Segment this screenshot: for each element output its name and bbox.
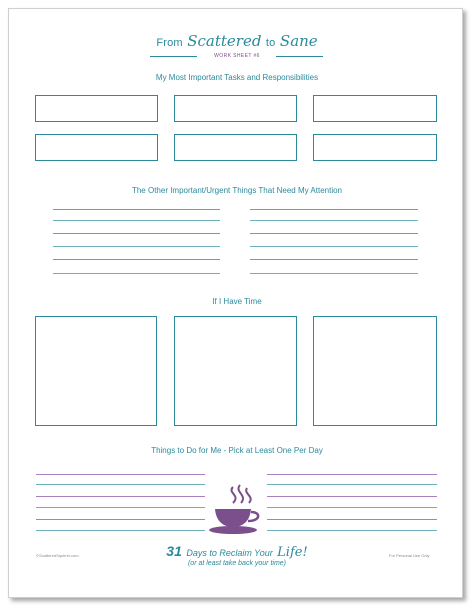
things-for-me-heading: Things to Do for Me - Pick at Least One Per Day: [151, 446, 323, 455]
tasks-heading: My Most Important Tasks and Responsibilities: [155, 73, 319, 82]
writing-line[interactable]: [53, 273, 220, 274]
title-main: Scattered: [187, 32, 262, 50]
brand-subtitle: (or at least take back your time): [187, 560, 287, 567]
usage-note: For Personal Use Only: [389, 553, 430, 558]
writing-line[interactable]: [250, 259, 418, 260]
task-box[interactable]: [174, 95, 297, 122]
writing-line[interactable]: [267, 519, 437, 520]
writing-line[interactable]: [36, 484, 205, 485]
copyright-text: ©ScatteredSquirrel.com: [36, 553, 79, 558]
title-joiner: to: [265, 37, 276, 49]
brand-text: Days to Reclaim Your: [186, 548, 273, 558]
brand-number: 31: [166, 543, 182, 559]
writing-line[interactable]: [267, 530, 437, 531]
writing-line[interactable]: [250, 246, 418, 247]
writing-line[interactable]: [36, 530, 205, 531]
title-end: Sane: [279, 32, 318, 50]
task-box[interactable]: [313, 95, 437, 122]
task-box[interactable]: [174, 134, 297, 161]
writing-line[interactable]: [250, 220, 418, 221]
writing-line[interactable]: [250, 273, 418, 274]
task-box[interactable]: [35, 95, 158, 122]
title-prefix: From: [156, 37, 183, 49]
writing-line[interactable]: [250, 233, 418, 234]
worksheet-title: [0, 32, 474, 51]
writing-line[interactable]: [36, 474, 205, 475]
writing-line[interactable]: [53, 233, 220, 234]
task-box[interactable]: [313, 134, 437, 161]
writing-line[interactable]: [53, 209, 220, 210]
writing-line[interactable]: [36, 519, 205, 520]
title-rule-right: [276, 56, 323, 57]
if-i-have-time-heading: If I Have Time: [212, 297, 262, 306]
writing-line[interactable]: [36, 496, 205, 497]
time-box[interactable]: [174, 316, 297, 426]
writing-line[interactable]: [53, 220, 220, 221]
writing-line[interactable]: [267, 484, 437, 485]
other-things-heading: The Other Important/Urgent Things That Need My Attention: [131, 186, 343, 195]
writing-line[interactable]: [267, 496, 437, 497]
task-box[interactable]: [35, 134, 158, 161]
time-box[interactable]: [313, 316, 437, 426]
brand-life: Life!: [277, 545, 308, 560]
worksheet-number: WORK SHEET #6: [214, 53, 260, 59]
writing-line[interactable]: [250, 209, 418, 210]
brand-line: [0, 543, 474, 561]
coffee-cup-icon: [203, 483, 267, 541]
writing-line[interactable]: [53, 259, 220, 260]
writing-line[interactable]: [36, 507, 205, 508]
writing-line[interactable]: [267, 474, 437, 475]
time-box[interactable]: [35, 316, 157, 426]
writing-line[interactable]: [267, 507, 437, 508]
writing-line[interactable]: [53, 246, 220, 247]
title-rule-left: [150, 56, 197, 57]
